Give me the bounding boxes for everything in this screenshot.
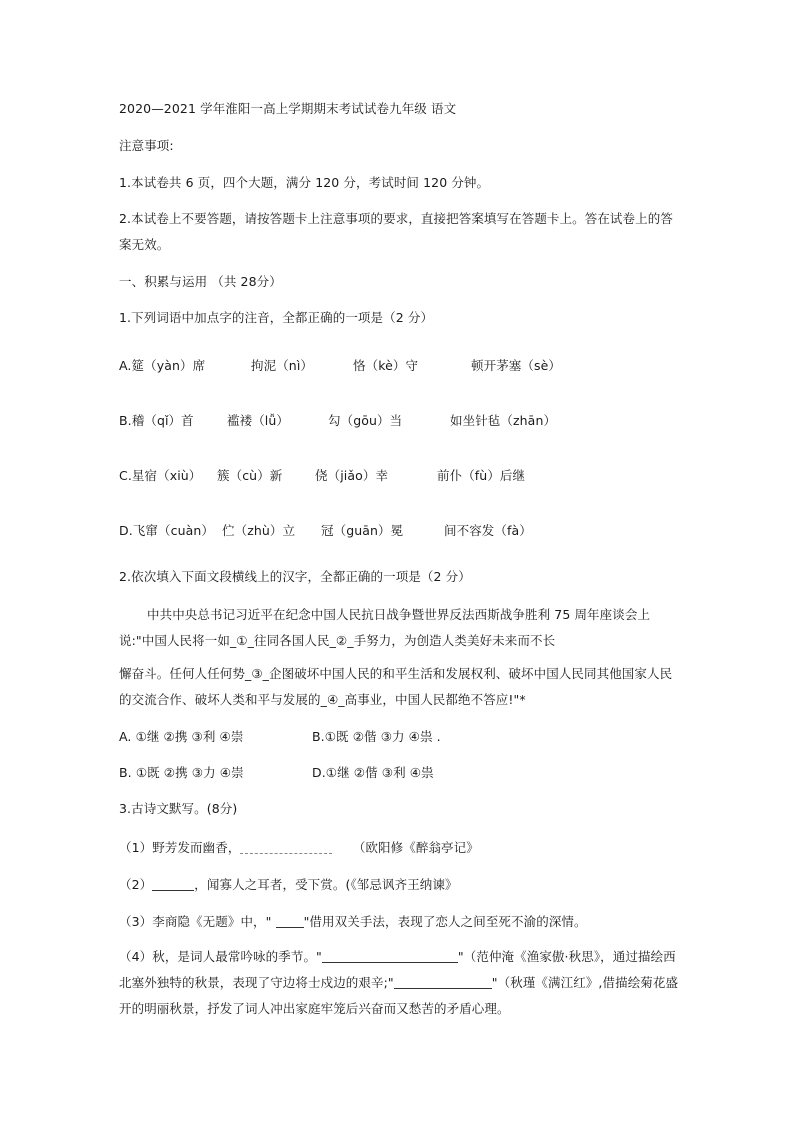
q1-option-d: D.飞窜（cuàn） 伫（zhù）立 冠（guān）冕 间不容发（fà） <box>119 523 532 538</box>
notice-1: 1.本试卷共 6 页，四个大题，满分 120 分，考试时间 120 分钟。 <box>119 175 490 190</box>
q2-stem: 2.依次填入下面文段横线上的汉字，全都正确的一项是（2 分） <box>119 569 471 584</box>
q3-sentence-3: （3）李商隐《无题》中，" "借用双关手法，表现了恋人之间至死不渝的深情。 <box>119 914 587 929</box>
q3-sentence-4: （4）秋，是词人最常吟咏的季节。" "（范仲淹《渔家傲·秋思》，通过描绘西北塞外独特的秋景，表现了守边将士戍边的艰辛;" "（秋瑾《满江红》,借描绘菊花盛开的明丽秋景，抒发了词人冲出家庭牢笼后兴奋而又愁苦的矛盾心理。 <box>119 949 679 1016</box>
q1-stem: 1.下列词语中加点字的注音，全都正确的一项是（2 分） <box>119 310 434 325</box>
answer-blank[interactable] <box>276 913 304 928</box>
notice-heading: 注意事项: <box>119 138 174 153</box>
q2-options-row-1: A. ①继 ②携 ③利 ④崇 B.①既 ②偕 ③力 ④祟 . <box>119 729 441 744</box>
q2-passage-2: 懈奋斗。任何人任何势_③_企图破坏中国人民的和平生活和发展权利、破坏中国人民同其他国家人民的交流合作、破坏人类和平与发展的_④_高事业，中国人民都绝不答应!"* <box>119 666 673 707</box>
answer-blank[interactable] <box>394 974 492 989</box>
q1-option-b: B.稽（qǐ）首 褴褛（lǚ） 勾（gōu）当 如坐针毡（zhān） <box>119 413 557 428</box>
answer-blank[interactable] <box>152 876 194 891</box>
q2-options-row-2: B. ①既 ②携 ③力 ④崇 D.①继 ②偕 ③利 ④祟 <box>119 765 434 780</box>
answer-blank[interactable] <box>322 948 458 963</box>
answer-blank[interactable] <box>240 839 332 854</box>
q3-sentence-2: （2） ，闻寡人之耳者，受下赏。(《邹忌讽齐王纳谏》 <box>119 877 458 892</box>
q3-stem: 3.古诗文默写。(8分) <box>119 801 238 816</box>
q2-passage-1: 中共中央总书记习近平在纪念中国人民抗日战争暨世界反法西斯战争胜利 75 周年座谈会上说:"中国人民将一如_①_往同各国人民_②_手努力，为创造人类美好未来而不长 <box>119 607 651 648</box>
section-1-heading: 一、积累与运用 （共 28分） <box>119 274 282 289</box>
q1-option-a: A.筵（yàn）席 拘泥（nì） 恪（kè）守 顿开茅塞（sè） <box>119 358 562 373</box>
q1-option-c: C.星宿（xiù） 簇（cù）新 侥（jiǎo）幸 前仆（fù）后继 <box>119 468 526 483</box>
q3-sentence-1: （1）野芳发而幽香， （欧阳修《醉翁亭记》 <box>119 840 479 855</box>
notice-2: 2.本试卷上不要答题，请按答题卡上注意事项的要求，直接把答案填写在答题卡上。答在试卷上的答案无效。 <box>119 211 673 252</box>
exam-title: 2020—2021 学年淮阳一高上学期期末考试试卷九年级 语文 <box>119 101 457 116</box>
